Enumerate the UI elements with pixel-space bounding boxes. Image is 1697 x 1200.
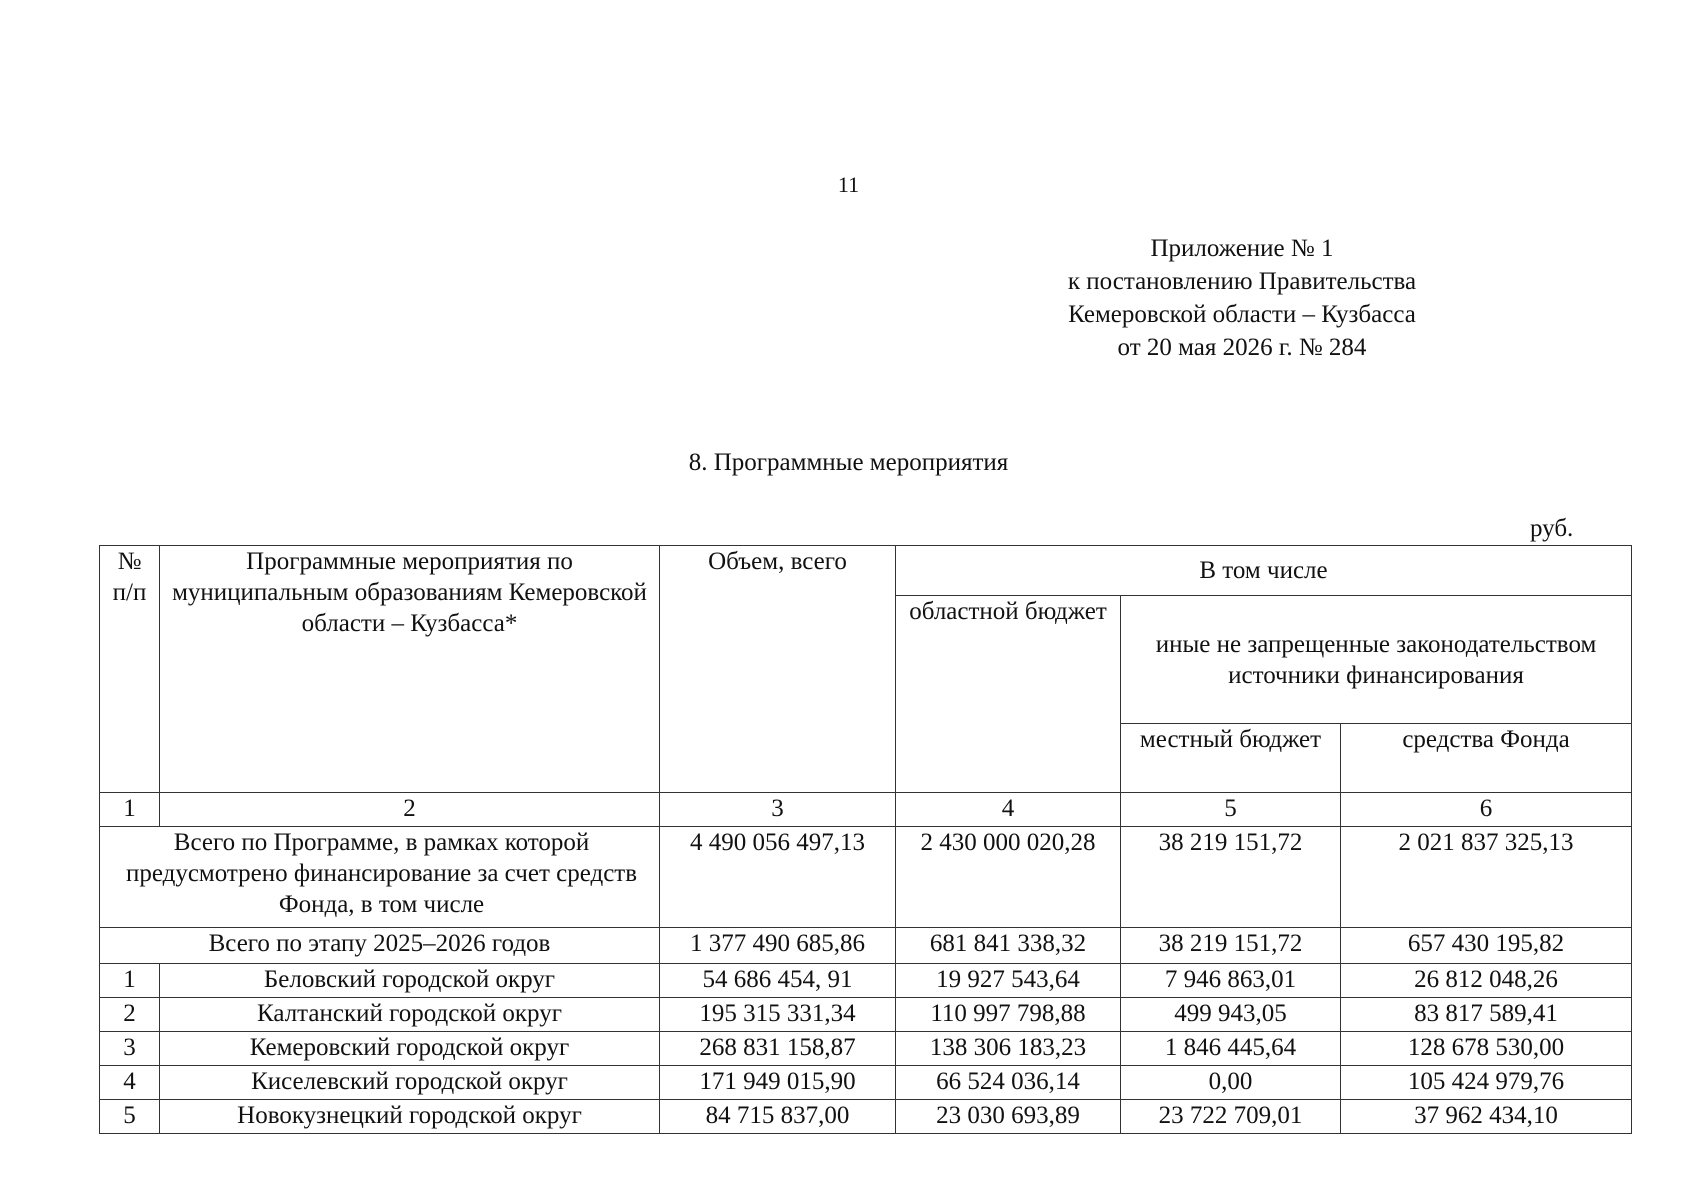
total-volume: 4 490 056 497,13: [660, 827, 896, 928]
row-name: Киселевский городской округ: [160, 1066, 660, 1100]
row-volume: 84 715 837,00: [660, 1100, 896, 1134]
appendix-block: [1032, 232, 1452, 364]
table-row: [100, 964, 1632, 998]
total-label: Всего по Программе, в рамках которой предусмотрено финансирование за счет средств Фонда, в том числе: [100, 827, 660, 928]
header-including: В том числе: [896, 546, 1632, 596]
row-volume: 54 686 454, 91: [660, 964, 896, 998]
row-local: 23 722 709,01: [1121, 1100, 1341, 1134]
row-fund: 128 678 530,00: [1341, 1032, 1632, 1066]
row-local: 0,00: [1121, 1066, 1341, 1100]
row-regional: 66 524 036,14: [896, 1066, 1121, 1100]
total-row: [100, 827, 1632, 928]
row-num: 2: [100, 998, 160, 1032]
header-fund-means: средства Фонда: [1341, 724, 1632, 793]
row-regional: 138 306 183,23: [896, 1032, 1121, 1066]
row-regional: 19 927 543,64: [896, 964, 1121, 998]
row-fund: 37 962 434,10: [1341, 1100, 1632, 1134]
row-volume: 195 315 331,34: [660, 998, 896, 1032]
column-number: 2: [160, 793, 660, 827]
total-row: [100, 928, 1632, 964]
table-row: [100, 1100, 1632, 1134]
programs-table: [99, 545, 1632, 1134]
row-num: 3: [100, 1032, 160, 1066]
row-local: 1 846 445,64: [1121, 1032, 1341, 1066]
row-num: 1: [100, 964, 160, 998]
row-num: 5: [100, 1100, 160, 1134]
row-name: Кемеровский городской округ: [160, 1032, 660, 1066]
total-fund: 657 430 195,82: [1341, 928, 1632, 964]
header-regional-budget: областной бюджет: [896, 596, 1121, 793]
appendix-line: Кемеровской области – Кузбасса: [1068, 301, 1416, 328]
row-fund: 26 812 048,26: [1341, 964, 1632, 998]
header-local-budget: местный бюджет: [1121, 724, 1341, 793]
row-local: 7 946 863,01: [1121, 964, 1341, 998]
column-number: 5: [1121, 793, 1341, 827]
column-number: 4: [896, 793, 1121, 827]
row-fund: 105 424 979,76: [1341, 1066, 1632, 1100]
column-number: 6: [1341, 793, 1632, 827]
total-volume: 1 377 490 685,86: [660, 928, 896, 964]
row-local: 499 943,05: [1121, 998, 1341, 1032]
column-number-row: [100, 793, 1632, 827]
row-regional: 23 030 693,89: [896, 1100, 1121, 1134]
total-regional: 2 430 000 020,28: [896, 827, 1121, 928]
column-number: 1: [100, 793, 160, 827]
unit-label: руб.: [1530, 515, 1574, 542]
row-fund: 83 817 589,41: [1341, 998, 1632, 1032]
row-volume: 171 949 015,90: [660, 1066, 896, 1100]
column-number: 3: [660, 793, 896, 827]
row-name: Новокузнецкий городской округ: [160, 1100, 660, 1134]
row-name: Калтанский городской округ: [160, 998, 660, 1032]
table-row: [100, 1066, 1632, 1100]
header-other-sources: иные не запрещенные законодательством источники финансирования: [1121, 596, 1632, 724]
header-volume: Объем, всего: [660, 546, 896, 793]
page-number: 11: [837, 172, 860, 197]
table-row: [100, 1032, 1632, 1066]
row-num: 4: [100, 1066, 160, 1100]
appendix-line: к постановлению Правительства: [1067, 268, 1417, 295]
total-local: 38 219 151,72: [1121, 928, 1341, 964]
total-fund: 2 021 837 325,13: [1341, 827, 1632, 928]
header-row: [100, 546, 1632, 596]
header-num: № п/п: [100, 546, 160, 793]
row-name: Беловский городской округ: [160, 964, 660, 998]
header-activities: Программные мероприятия по муниципальным образованиям Кемеровской области – Кузбасса*: [160, 546, 660, 793]
section-title: 8. Программные мероприятия: [688, 449, 1009, 476]
row-volume: 268 831 158,87: [660, 1032, 896, 1066]
total-regional: 681 841 338,32: [896, 928, 1121, 964]
appendix-line: Приложение № 1: [1150, 235, 1334, 262]
total-local: 38 219 151,72: [1121, 827, 1341, 928]
row-regional: 110 997 798,88: [896, 998, 1121, 1032]
table-row: [100, 998, 1632, 1032]
appendix-line: от 20 мая 2026 г. № 284: [1117, 334, 1367, 361]
total-label: Всего по этапу 2025–2026 годов: [100, 928, 660, 964]
